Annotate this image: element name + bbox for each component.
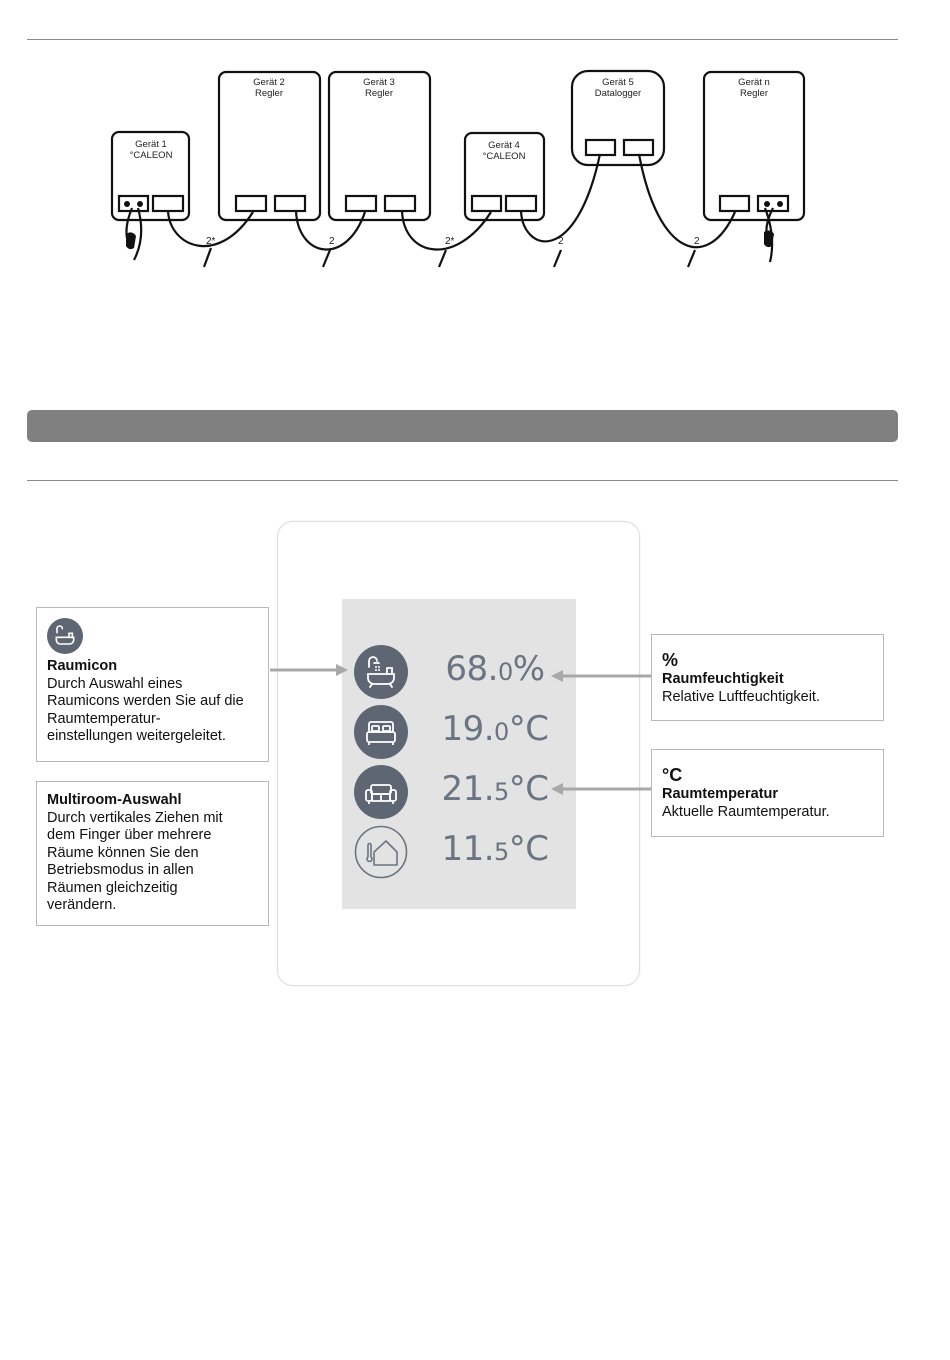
cable-label: 2 [558,236,564,247]
bus-wiring-diagram [108,62,820,272]
raumicon-callout [36,607,269,762]
multiroom-text-line: dem Finger über mehrere [47,827,212,843]
humidity-text: Relative Luftfeuchtigkeit. [662,688,820,705]
celsius-symbol: °C [662,765,683,785]
device-3-label-2: Regler [365,88,393,99]
sofa-icon[interactable] [354,765,408,819]
raumicon-title: Raumicon [47,658,118,674]
top-rule [27,39,898,40]
cable-label: 2* [206,236,216,247]
room-row-bathroom[interactable] [342,643,576,703]
room-row-bedroom[interactable] [342,703,576,763]
device-4-label-2: °CALEON [482,151,526,162]
multiroom-text-line: Betriebsmodus in allen [47,862,194,878]
device-1-label-1: Gerät 1 [135,139,167,150]
raumicon-text-line: Raumicons werden Sie auf die [47,693,244,709]
bathtub-shower-icon [47,618,83,654]
device-n-label-2: Regler [740,88,768,99]
section-header-bar [27,410,898,442]
multiroom-text-line: Räumen gleichzeitig [47,879,178,896]
bathtub-shower-icon[interactable] [354,645,408,699]
device-5-label-2: Datalogger [594,88,642,99]
device-1-label-2: °CALEON [129,150,173,161]
device-4-label-1: Gerät 4 [488,140,520,151]
raumicon-text-line: Raumtemperatur- [47,710,161,727]
multiroom-text-line: Durch vertikales Ziehen mit [47,809,223,826]
multiroom-screen [342,599,576,909]
room-row-house[interactable] [342,823,576,883]
device-n-label-1: Gerät n [738,77,770,88]
multiroom-callout [36,781,269,926]
temperature-text: Aktuelle Raumtemperatur. [662,803,830,820]
device-2-label-1: Gerät 2 [253,77,285,88]
cable-label: 2 [329,236,335,247]
temperature-title: Raumtemperatur [662,786,779,802]
device-3-label-1: Gerät 3 [363,77,395,88]
livingroom-temperature-value: 21.5°C [441,769,549,809]
device-5-label-1: Gerät 5 [602,77,634,88]
raumicon-text-line: einstellungen weitergeleitet. [47,728,226,744]
section-rule [27,480,898,481]
multiroom-text-line: Räume können Sie den [47,844,199,861]
bedroom-temperature-value: 19.0°C [441,709,549,749]
humidity-value: 68.0% [445,649,545,689]
device-2-label-2: Regler [255,88,283,99]
humidity-callout [651,634,884,721]
house-thermometer-icon[interactable] [354,825,408,879]
multiroom-title: Multiroom-Auswahl [47,792,182,808]
cable-label: 2 [694,236,700,247]
multiroom-text-line: verändern. [47,897,117,913]
house-temperature-value: 11.5°C [441,829,549,869]
raumicon-text-line: Durch Auswahl eines [47,675,183,692]
bed-icon[interactable] [354,705,408,759]
cable-label: 2* [445,236,455,247]
room-row-livingroom[interactable] [342,763,576,823]
percent-symbol: % [662,650,679,670]
temperature-callout [651,749,884,837]
humidity-title: Raumfeuchtigkeit [662,671,784,687]
